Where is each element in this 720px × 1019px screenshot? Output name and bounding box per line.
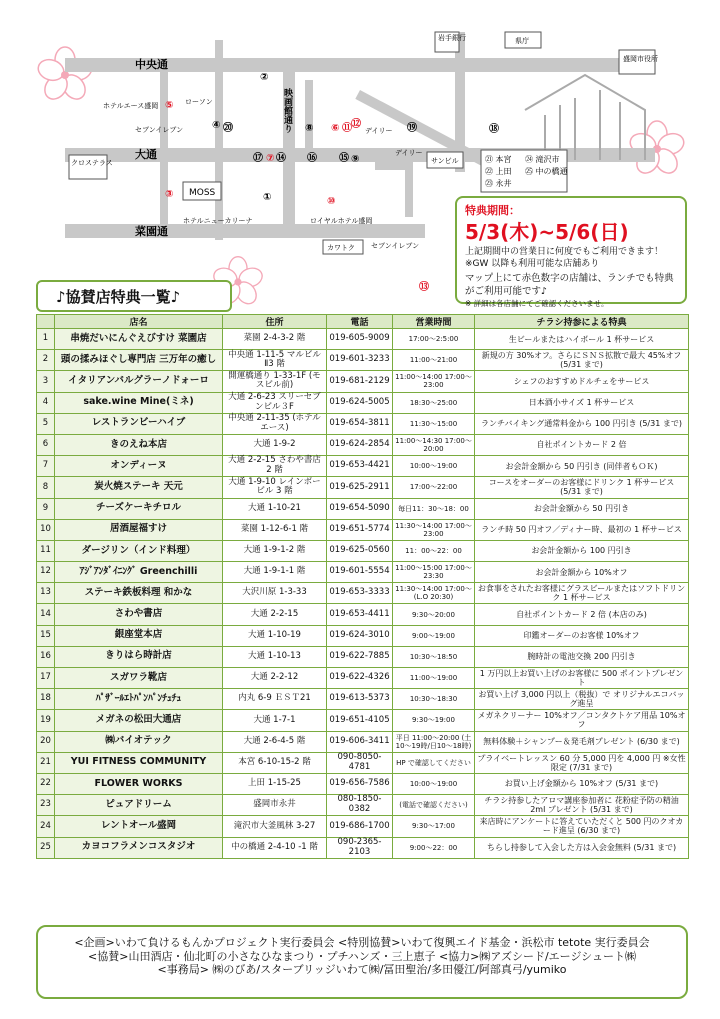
shop-hours: 11:00～14:00 17:00～23:00	[393, 371, 475, 392]
map-legend-item: ㉔ 滝沢市	[525, 155, 560, 164]
shop-benefit: お買い上げ金額から 10%オフ (5/31 まで)	[475, 773, 689, 794]
shop-benefit: チラシ持参したアロマ講座参加者に 花粉症予防の精油 2ml プレゼント (5/31 まで)	[475, 795, 689, 816]
map-marker-18: ⑱	[489, 124, 499, 135]
shop-name: さわや書店	[55, 604, 223, 625]
shop-hours: 11:00～19:00	[393, 668, 475, 689]
shop-benefit: 印鑑オーダーのお客様 10%オフ	[475, 625, 689, 646]
shop-hours: 10:00～19:00	[393, 773, 475, 794]
shop-name: ﾊﾟｻﾞｰﾙｴﾄﾊﾟﾝﾊﾟﾝﾁｭﾁｭ	[55, 689, 223, 710]
shop-phone: 019-625-2911	[327, 477, 393, 498]
map-marker-8: ⑧	[305, 123, 314, 134]
shop-benefit: 生ビールまたはハイボール 1 杯サービス	[475, 329, 689, 350]
shop-hours: 18:30～25:00	[393, 392, 475, 413]
row-number: 19	[37, 710, 55, 731]
period-line1: 上記期間中の営業日に何度でもご利用できます！ ※GW 以降も利用可能な店舗あり	[465, 246, 664, 269]
shop-benefit: プライベートレッスン 60 分 5,000 円を 4,000 円 ※女性限定 (7/31 まで)	[475, 752, 689, 773]
shop-name: FLOWER WORKS	[55, 773, 223, 794]
col-header-no	[37, 315, 55, 329]
shop-phone: 019-654-5090	[327, 498, 393, 519]
map-marker-16: ⑯	[307, 153, 317, 164]
map-marker-5: ⑤	[165, 100, 174, 111]
street-chuo: 中央通	[135, 58, 168, 71]
map-marker-12: ⑫	[351, 119, 361, 130]
section-title: ♪協賛店特典一覧♪	[36, 280, 232, 312]
table-row	[37, 477, 689, 498]
table-row	[37, 329, 689, 350]
shop-name: イタリアンバルグラーノドォーロ	[55, 371, 223, 392]
shop-address: 大通 1-10-21	[223, 498, 327, 519]
table-row	[37, 710, 689, 731]
map-marker-13: ⑬	[419, 282, 429, 293]
map-marker-14: ⑭	[276, 153, 286, 164]
row-number: 16	[37, 646, 55, 667]
shop-hours: 平日 11:00～20:00 (土10～19時/日10～18時)	[393, 731, 475, 752]
shop-benefit: 自社ポイントカード 2 倍 (本店のみ)	[475, 604, 689, 625]
shop-hours: 11：00～22：00	[393, 540, 475, 561]
shop-hours: 10:00～19:00	[393, 456, 475, 477]
table-row	[37, 646, 689, 667]
shop-name: きのえね本店	[55, 434, 223, 455]
street-saien: 菜園通	[135, 225, 168, 238]
shop-phone: 019-653-4411	[327, 604, 393, 625]
row-number: 7	[37, 456, 55, 477]
table-row	[37, 837, 689, 858]
shop-address: 大通 1-10-19	[223, 625, 327, 646]
shop-hours: 9:30～19:00	[393, 710, 475, 731]
shop-benefit: お会計金額から 50 円引き (同伴者もＯＫ)	[475, 456, 689, 477]
shop-phone: 019-601-3233	[327, 350, 393, 371]
shop-name: ㈱バイオテック	[55, 731, 223, 752]
table-row	[37, 689, 689, 710]
shop-name: 炭火焼ステーキ 天元	[55, 477, 223, 498]
shop-address: 菜園 2-4-3-2 階	[223, 329, 327, 350]
shop-benefit: お会計金額から 50 円引き	[475, 498, 689, 519]
shop-address: 中央通 2-11-35 (ホテルエース)	[223, 413, 327, 434]
shop-phone: 019-686-1700	[327, 816, 393, 837]
shop-name: オンディーヌ	[55, 456, 223, 477]
shop-phone: 019-606-3411	[327, 731, 393, 752]
row-number: 3	[37, 371, 55, 392]
map-marker-1: ①	[263, 192, 272, 203]
shop-address: 大通 2-2-15 さわや書店 2 階	[223, 456, 327, 477]
landmark-kawatoku: カワトク	[327, 244, 355, 252]
shop-phone: 019-624-3010	[327, 625, 393, 646]
shop-phone: 019-653-3333	[327, 583, 393, 604]
shop-phone: 019-605-9009	[327, 329, 393, 350]
shop-address: 大通 1-9-1-2 階	[223, 540, 327, 561]
shop-benefit: お会計金額から 10%オフ	[475, 562, 689, 583]
shop-name: ピュアドリーム	[55, 795, 223, 816]
shop-benefit: コースをオーダーのお客様にドリンク 1 杯サービス (5/31 まで)	[475, 477, 689, 498]
map-marker-3: ③	[165, 189, 174, 200]
table-row	[37, 350, 689, 371]
col-header-name: 店名	[55, 315, 223, 329]
shop-name: カヨコフラメンコスタジオ	[55, 837, 223, 858]
landmark-sanbiru: サンビル	[431, 157, 459, 165]
row-number: 21	[37, 752, 55, 773]
shop-address: 中央通 1-11-5 マルビルⅡ3 階	[223, 350, 327, 371]
map-marker-9: ⑨	[351, 154, 360, 165]
col-header-benefit: チラシ持参による特典	[475, 315, 689, 329]
shop-phone: 019-624-5005	[327, 392, 393, 413]
shop-address: 大通 1-9-2	[223, 434, 327, 455]
table-row	[37, 456, 689, 477]
table-row	[37, 816, 689, 837]
shop-phone: 019-601-5554	[327, 562, 393, 583]
shop-name: ダージリン（インド料理）	[55, 540, 223, 561]
row-number: 15	[37, 625, 55, 646]
row-number: 6	[37, 434, 55, 455]
col-header-tel: 電話	[327, 315, 393, 329]
shop-phone: 090-8050-4781	[327, 752, 393, 773]
shop-address: 開運橋通り 1-33-1F (モスビル前)	[223, 371, 327, 392]
credits-line: <事務局> ㈱のびあ/スターブリッジいわて㈱/冨田聖治/多田優江/阿部真弓/yumiko	[157, 963, 567, 976]
table-row	[37, 604, 689, 625]
shop-address: 大通 1-7-1	[223, 710, 327, 731]
shop-hours: 9:30～17:00	[393, 816, 475, 837]
shop-phone: 019-624-2854	[327, 434, 393, 455]
shop-name: レントオール盛岡	[55, 816, 223, 837]
landmark-seven1: セブンイレブン	[135, 126, 184, 134]
shop-name: 居酒屋福すけ	[55, 519, 223, 540]
landmark-iwate-bank: 岩手銀行	[438, 34, 466, 42]
shop-benefit: お買い上げ 3,000 円以上（税抜）で オリジナルエコバッグ進呈	[475, 689, 689, 710]
table-row	[37, 392, 689, 413]
shop-benefit: 無料体験＋シャンプー＆発毛剤プレゼント (6/30 まで)	[475, 731, 689, 752]
credits-line: <協賛>山田酒店・仙北町の小さなひなまつり・プチハンズ・三上恵子 <協力>㈱アズシード/エージシュート㈱	[88, 949, 636, 963]
shop-name: きりはら時計店	[55, 646, 223, 667]
credits-line: <企画>いわて負けるもんかプロジェクト実行委員会 <特別協賛>いわて復興エイド基金・浜松市 tetote 実行委員会	[74, 936, 650, 949]
row-number: 24	[37, 816, 55, 837]
shop-address: 大沢川原 1-3-33	[223, 583, 327, 604]
shop-benefit: お食事をされたお客様にグラスビールまたはソフトドリンク 1 杯サービス	[475, 583, 689, 604]
landmark-daily1: デイリー	[365, 127, 393, 135]
table-row	[37, 434, 689, 455]
street-eiga: 映画館通り	[282, 88, 292, 133]
shop-address: 大通 1-10-13	[223, 646, 327, 667]
shop-address: 菜園 1-12-6-1 階	[223, 519, 327, 540]
period-line2: マップ上にて赤色数字の店舗は、ランチでも特典がご利用可能です♪	[465, 273, 674, 297]
row-number: 1	[37, 329, 55, 350]
shop-hours: 毎日11：30～18：00	[393, 498, 475, 519]
table-row	[37, 498, 689, 519]
shop-hours: 11:30～15:00	[393, 413, 475, 434]
shop-address: 中の橋通 2-4-10 -1 階	[223, 837, 327, 858]
table-row	[37, 583, 689, 604]
shop-name: チーズケーキチロル	[55, 498, 223, 519]
sponsor-table	[36, 314, 689, 859]
shop-name: メガネの松田大通店	[55, 710, 223, 731]
map-marker-7: ⑦	[266, 153, 275, 164]
shop-address: 大通 2-6-4-5 階	[223, 731, 327, 752]
map-marker-15: ⑮	[339, 153, 349, 164]
shop-phone: 019-622-7885	[327, 646, 393, 667]
row-number: 4	[37, 392, 55, 413]
shop-hours: 11:00～14:30 17:00～20:00	[393, 434, 475, 455]
shop-hours: 10:30～18:30	[393, 689, 475, 710]
map-marker-6: ⑥	[331, 123, 340, 134]
shop-benefit: ちらし持参して入会した方は入会金無料 (5/31 まで)	[475, 837, 689, 858]
shop-address: 大通 2-2-15	[223, 604, 327, 625]
map-marker-4: ④	[212, 120, 221, 131]
table-row	[37, 668, 689, 689]
shop-address: 内丸 6-9 ＥＳＴ21	[223, 689, 327, 710]
table-row	[37, 413, 689, 434]
shop-address: 大通 2-2-12	[223, 668, 327, 689]
row-number: 14	[37, 604, 55, 625]
row-number: 11	[37, 540, 55, 561]
row-number: 10	[37, 519, 55, 540]
shop-hours: (電話で確認ください)	[393, 795, 475, 816]
shop-benefit: 1 万円以上お買い上げのお客様に 500 ポイントプレゼント	[475, 668, 689, 689]
shop-hours: HP で確認してください	[393, 752, 475, 773]
shop-hours: 11:00～15:00 17:00～23:30	[393, 562, 475, 583]
map-marker-20: ⑳	[223, 123, 233, 134]
landmark-hotel-new-carina: ホテルニューカリーナ	[183, 217, 253, 225]
row-number: 5	[37, 413, 55, 434]
credits-footer	[36, 925, 688, 999]
shop-benefit: メガネクリーナー 10%オフ／コンタクトケア用品 10%オフ	[475, 710, 689, 731]
shop-name: ｱｼﾞｱﾝﾀﾞｲﾆﾝｸﾞ Greenchilli	[55, 562, 223, 583]
table-row	[37, 752, 689, 773]
row-number: 8	[37, 477, 55, 498]
shop-benefit: 自社ポイントカード 2 倍	[475, 434, 689, 455]
shop-phone: 019-654-3811	[327, 413, 393, 434]
map-marker-17: ⑰	[253, 153, 263, 164]
shop-hours: 11:30～14:00 17:00～ (L.O 20:30)	[393, 583, 475, 604]
shop-phone: 019-625-0560	[327, 540, 393, 561]
shop-benefit: ランチバイキング通常料金から 100 円引き (5/31 まで)	[475, 413, 689, 434]
period-label: 特典期間：	[465, 204, 520, 217]
map-marker-19: ⑲	[407, 123, 417, 134]
shop-address: 大通 2-6-23 スリーセブンビル３F	[223, 392, 327, 413]
landmark-hotel-ace: ホテルエース盛岡	[103, 102, 159, 110]
row-number: 2	[37, 350, 55, 371]
shop-hours: 10:30～18:50	[393, 646, 475, 667]
shop-hours: 9:00～22：00	[393, 837, 475, 858]
shop-hours: 17:00～2:5:00	[393, 329, 475, 350]
row-number: 23	[37, 795, 55, 816]
shop-hours: 9:30～20:00	[393, 604, 475, 625]
shop-phone: 080-1850-0382	[327, 795, 393, 816]
table-row	[37, 562, 689, 583]
landmark-royal-hotel: ロイヤルホテル盛岡	[310, 217, 373, 225]
landmark-moss: MOSS	[189, 188, 216, 198]
shop-phone: 090-2365-2103	[327, 837, 393, 858]
shop-benefit: シェフのおすすめドルチェをサービス	[475, 371, 689, 392]
row-number: 17	[37, 668, 55, 689]
street-odori: 大通	[135, 148, 157, 161]
map-legend-item: ㉑ 本宮	[485, 155, 512, 164]
table-row	[37, 795, 689, 816]
shop-phone: 019-656-7586	[327, 773, 393, 794]
shop-hours: 11:00～21:00	[393, 350, 475, 371]
table-row	[37, 540, 689, 561]
shop-name: 銀座堂本店	[55, 625, 223, 646]
shop-address: 大通 1-9-10 レインボービル 3 階	[223, 477, 327, 498]
shop-phone: 019-651-4105	[327, 710, 393, 731]
row-number: 22	[37, 773, 55, 794]
shop-name: YUI FITNESS COMMUNITY	[55, 752, 223, 773]
shop-address: 上田 1-15-25	[223, 773, 327, 794]
shop-name: sake.wine Mine(ミネ)	[55, 392, 223, 413]
row-number: 12	[37, 562, 55, 583]
map-legend-item: ㉒ 上田	[485, 167, 512, 176]
shop-benefit: 新規の方 30%オフ。さらにＳＮＳ拡散で最大 45%オフ (5/31 まで)	[475, 350, 689, 371]
shop-address: 盛岡市永井	[223, 795, 327, 816]
shop-phone: 019-651-5774	[327, 519, 393, 540]
shop-benefit: お会計金額から 100 円引き	[475, 540, 689, 561]
landmark-kencho: 県庁	[515, 37, 529, 45]
shop-benefit: ランチ時 50 円オフ／ディナー時、最初の 1 杯サービス	[475, 519, 689, 540]
row-number: 25	[37, 837, 55, 858]
row-number: 18	[37, 689, 55, 710]
col-header-hours: 営業時間	[393, 315, 475, 329]
shop-name: ステーキ鉄板料理 和かな	[55, 583, 223, 604]
shop-name: レストランビーハイブ	[55, 413, 223, 434]
table-row	[37, 625, 689, 646]
benefit-period-box	[455, 196, 687, 308]
map-marker-10: ⑩	[327, 196, 336, 207]
row-number: 13	[37, 583, 55, 604]
landmark-seven2: セブンイレブン	[371, 242, 420, 250]
shop-phone: 019-613-5373	[327, 689, 393, 710]
shop-address: 本宮 6-10-15-2 階	[223, 752, 327, 773]
table-row	[37, 773, 689, 794]
row-number: 20	[37, 731, 55, 752]
table-row	[37, 731, 689, 752]
shop-phone: 019-622-4326	[327, 668, 393, 689]
shop-benefit: 日本酒小サイズ 1 杯サービス	[475, 392, 689, 413]
period-note: ※ 詳細は各店舗にてご確認くださいませ。	[465, 298, 609, 308]
map-marker-2: ②	[260, 72, 269, 83]
table-row	[37, 371, 689, 392]
landmark-cross-terrace: クロステラス	[71, 159, 113, 167]
shop-name: 頭の揉みほぐし専門店 三万年の癒し	[55, 350, 223, 371]
row-number: 9	[37, 498, 55, 519]
landmark-daily2: デイリー	[395, 149, 423, 157]
map-legend-item: ㉕ 中の橋通	[525, 167, 568, 176]
shop-hours: 11:30～14:00 17:00～23:00	[393, 519, 475, 540]
shop-phone: 019-681-2129	[327, 371, 393, 392]
map-legend-item: ㉓ 永井	[485, 179, 512, 188]
col-header-address: 住所	[223, 315, 327, 329]
landmark-lawson: ローソン	[185, 98, 213, 106]
table-row	[37, 519, 689, 540]
shop-name: 串焼だいにんぐえびすけ 菜園店	[55, 329, 223, 350]
map-marker-11: ⑪	[342, 123, 352, 134]
shop-name: スガワラ靴店	[55, 668, 223, 689]
landmark-shiyakusho: 盛岡市役所	[623, 55, 658, 63]
shop-hours: 9:00～19:00	[393, 625, 475, 646]
period-dates: 5/3(木)~5/6(日)	[465, 219, 629, 244]
shop-address: 滝沢市大釜風林 3-27	[223, 816, 327, 837]
shop-hours: 17:00～22:00	[393, 477, 475, 498]
shop-address: 大通 1-9-1-1 階	[223, 562, 327, 583]
shop-benefit: 来店時にアンケートに答えていただくと 500 円のクオカード進呈 (6/30 まで)	[475, 816, 689, 837]
shop-phone: 019-653-4421	[327, 456, 393, 477]
shop-benefit: 腕時計の電池交換 200 円引き	[475, 646, 689, 667]
